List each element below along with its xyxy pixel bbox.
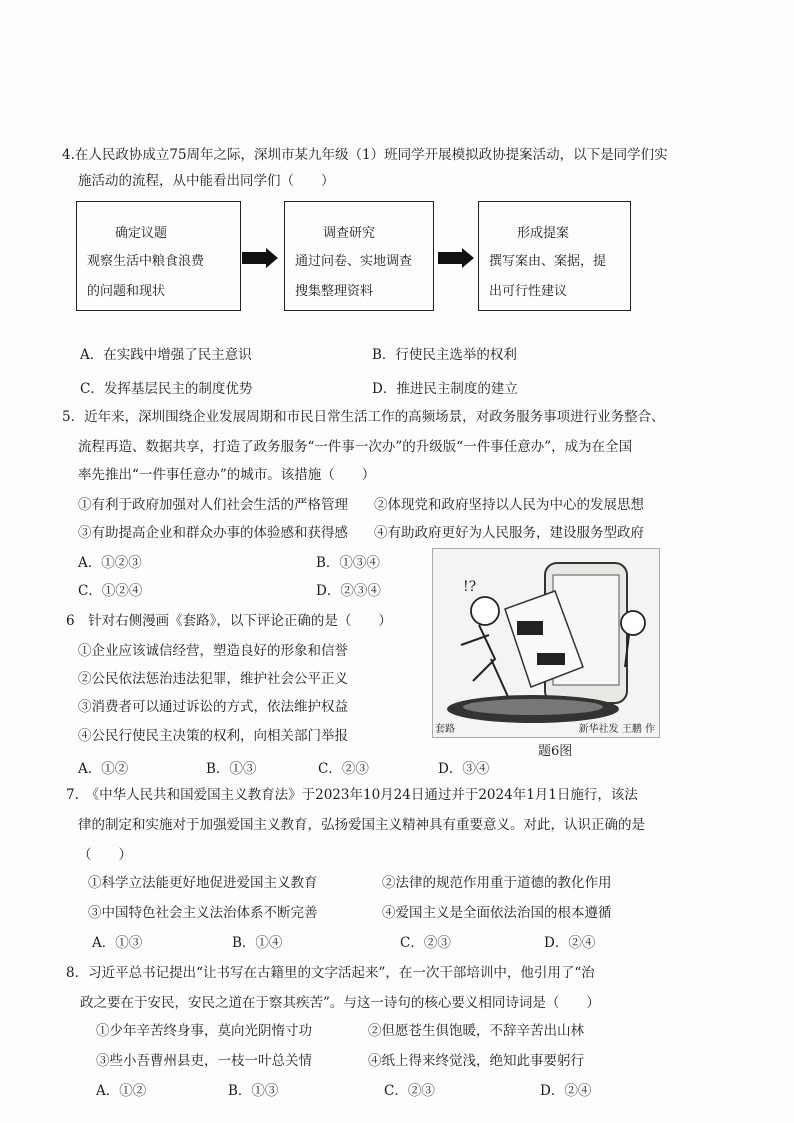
flow-box-line: 出可行性建议 [489,284,568,299]
q6-option-d[interactable]: D．③④ [438,761,490,777]
q5-statement-4: ④有助政府更好为人民服务，建设服务型政府 [374,525,644,541]
q7-statement-4: ④爱国主义是全面依法治国的根本遵循 [382,905,612,921]
arrow-right-icon [438,252,464,264]
flow-box-line: 搜集整理资料 [295,284,374,299]
q7-stem-line3: （ ） [78,847,132,863]
flow-box-title: 调查研究 [323,226,376,241]
q7-option-b[interactable]: B．①④ [232,935,283,951]
flow-box-title: 确定议题 [115,226,168,241]
q5-stem-line3: 率先推出“一件事任意办”的城市。该措施（ ） [78,467,376,483]
q7-statement-3: ③中国特色社会主义法治体系不断完善 [88,905,318,921]
cartoon-caption-credit: 新华社发 王鹏 作 [578,724,655,735]
q7-stem-line2: 律的制定和实施对于加强爱国主义教育，弘扬爱国主义精神具有重要意义。对此，认识正确的是 [78,817,645,833]
flow-box-title: 形成提案 [517,226,570,241]
q8-statement-2: ②但愿苍生俱饱暖，不辞辛苦出山林 [368,1023,584,1039]
q8-option-b[interactable]: B．①③ [228,1083,279,1099]
q6-statement-1: ①企业应该诚信经营，塑造良好的形象和信誉 [78,643,348,659]
q5-statement-3: ③有助提高企业和群众办事的体验感和获得感 [78,525,348,541]
q5-statement-2: ②体现党和政府坚持以人民为中心的发展思想 [374,497,644,513]
flow-box-line: 观察生活中粮食浪费 [87,254,205,269]
q7-statement-1: ①科学立法能更好地促进爱国主义教育 [88,875,318,891]
q6-statement-4: ④公民行使民主决策的权利，向相关部门举报 [78,728,348,744]
q4-stem-line1: 4.在人民政协成立75周年之际，深圳市某九年级（1）班同学开展模拟政协提案活动，以下是同学们实 [62,147,668,163]
q5-option-d[interactable]: D．②③④ [316,583,381,599]
svg-text:!?: !? [463,579,477,595]
q5-statement-1: ①有利于政府加强对人们社会生活的严格管理 [78,497,348,513]
q8-option-a[interactable]: A．①② [96,1083,147,1099]
q8-statement-4: ④纸上得来终觉浅，绝知此事要躬行 [368,1053,584,1069]
q5-option-b[interactable]: B．①③④ [316,555,380,571]
flow-box-line: 撰写案由、案据，提 [489,254,607,269]
arrow-right-icon [242,252,268,264]
flow-box-2 [284,201,434,311]
q7-statement-2: ②法律的规范作用重于道德的教化作用 [382,875,612,891]
q4-option-d[interactable]: D．推进民主制度的建立 [372,381,518,397]
q6-statement-3: ③消费者可以通过诉讼的方式，依法维护权益 [78,699,348,715]
q6-stem: 6 针对右侧漫画《套路》，以下评论正确的是（ ） [66,613,392,629]
q7-option-a[interactable]: A．①③ [92,935,143,951]
flow-box-line: 的问题和现状 [87,284,166,299]
q5-stem-line1: 5．近年来，深圳围绕企业发展周期和市民日常生活工作的高频场景，对政务服务事项进行业务整合、 [62,409,665,425]
q4-stem-line2: 施活动的流程，从中能看出同学们（ ） [78,173,335,189]
q6-statement-2: ②公民依法惩治违法犯罪，维护社会公平正义 [78,671,348,687]
q7-option-d[interactable]: D．②④ [544,935,596,951]
q5-stem-line2: 流程再造、数据共享，打造了政务服务“一件事一次办”的升级版“一件事任意办”，成为在全国 [78,439,633,455]
q8-stem-line2: 政之要在于安民，安民之道在于察其疾苦”。与这一诗句的核心要义相同诗词是（ ） [80,995,600,1011]
cartoon-image [432,548,660,738]
figure-label: 题6图 [538,744,573,759]
q7-option-c[interactable]: C．②③ [400,935,451,951]
q8-stem-line1: 8．习近平总书记提出“让书写在古籍里的文字活起来”，在一次干部培训中，他引用了“治 [66,965,595,981]
q4-option-c[interactable]: C．发挥基层民主的制度优势 [80,381,253,397]
q8-statement-1: ①少年辛苦终身事，莫向光阴惰寸功 [96,1023,312,1039]
q7-stem-line1: 7. 《中华人民共和国爱国主义教育法》于2023年10月24日通过并于2024年1月1日施行，该法 [66,787,638,803]
flow-box-line: 通过问卷、实地调查 [295,254,413,269]
cartoon-caption-title: 套路 [435,724,455,735]
q6-option-b[interactable]: B．①③ [206,761,257,777]
q4-option-a[interactable]: A．在实践中增强了民主意识 [80,347,252,363]
q8-option-d[interactable]: D．②④ [540,1083,592,1099]
q8-statement-3: ③些小吾曹州县吏，一枝一叶总关情 [96,1053,312,1069]
q5-option-c[interactable]: C．①②④ [78,583,143,599]
flow-box-3 [478,201,631,311]
q6-option-a[interactable]: A．①② [78,761,129,777]
q4-option-b[interactable]: B．行使民主选举的权利 [372,347,517,363]
q5-option-a[interactable]: A．①②③ [78,555,142,571]
cartoon-drawing [433,549,659,737]
q8-option-c[interactable]: C．②③ [384,1083,435,1099]
q6-option-c[interactable]: C．②③ [318,761,369,777]
flow-box-1 [76,201,241,311]
